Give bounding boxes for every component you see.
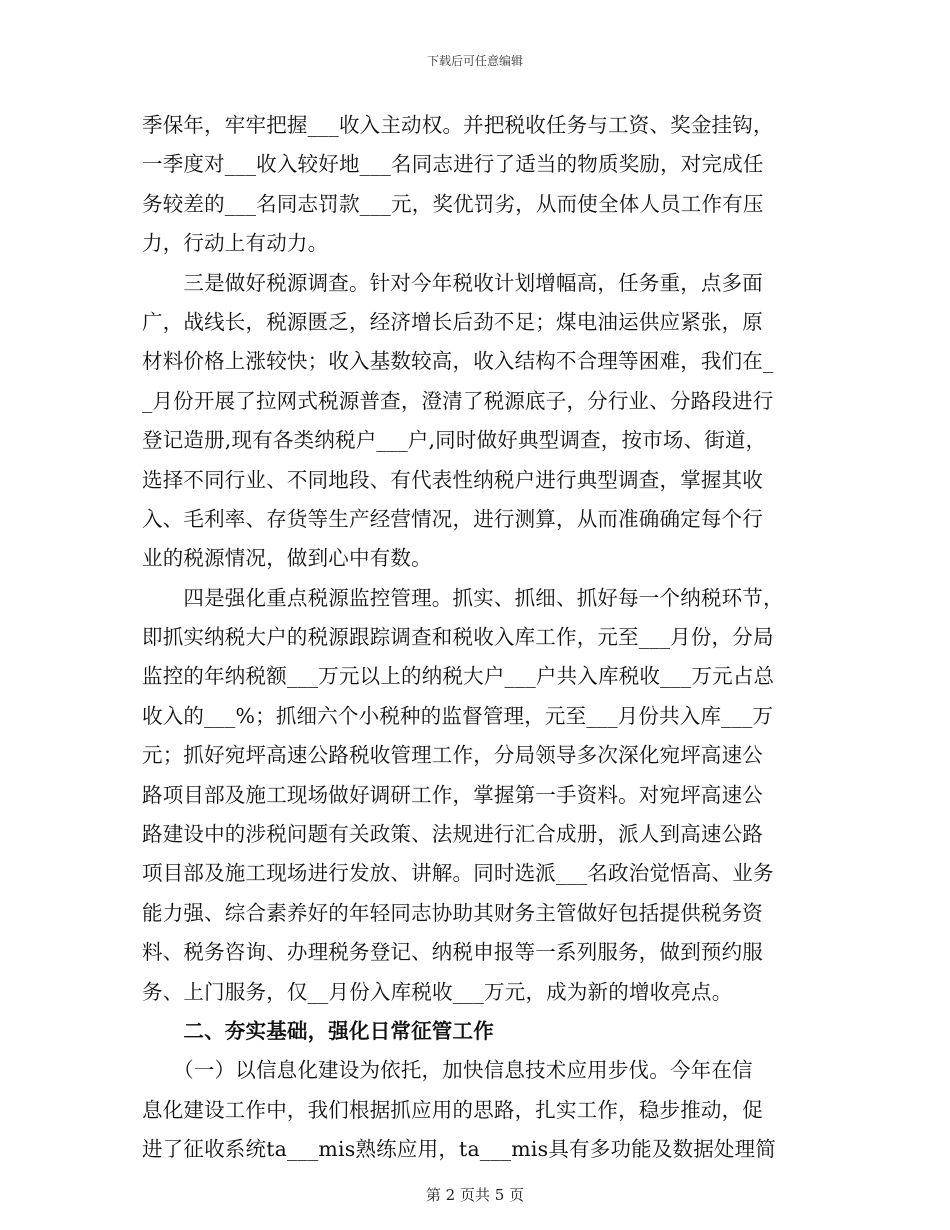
text-line: （一）以信息化建设为依托，加快信息技术应用步伐。今年在信 bbox=[142, 1058, 753, 1083]
text-line: 进了征收系统ta___mis熟练应用，ta___mis具有多功能及数据处理简 bbox=[142, 1137, 777, 1162]
text-line: 三是做好税源调查。针对今年税收计划增幅高，任务重，点多面 bbox=[142, 270, 763, 295]
paragraph-informatization bbox=[142, 1051, 808, 1169]
text-line: 业的税源情况，做到心中有数。 bbox=[142, 546, 432, 571]
section-heading bbox=[142, 1012, 808, 1051]
page-footer: 第 2 页共 5 页 bbox=[425, 1186, 525, 1204]
text-line: 务、上门服务，仅__月份入库税收___万元，成为新的增收亮点。 bbox=[142, 979, 733, 1004]
paragraph-continuation bbox=[142, 106, 808, 264]
text-line: 选择不同行业、不同地段、有代表性纳税户进行典型调查，掌握其收 bbox=[142, 467, 763, 492]
text-line: 路项目部及施工现场做好调研工作，掌握第一手资料。对宛坪高速公 bbox=[142, 782, 763, 807]
paragraph-key-source-monitoring bbox=[142, 579, 808, 1012]
text-line: 入、毛利率、存货等生产经营情况，进行测算，从而准确确定每个行 bbox=[142, 506, 763, 531]
paragraph-tax-source-survey bbox=[142, 264, 808, 579]
text-line: 即抓实纳税大户的税源跟踪调查和税收入库工作，元至___月份，分局 bbox=[142, 625, 774, 650]
text-line: 务较差的___名同志罚款___元，奖优罚劣，从而使全体人员工作有压 bbox=[142, 191, 764, 216]
text-line: 路建设中的涉税问题有关政策、法规进行汇合成册，派人到高速公路 bbox=[142, 822, 763, 847]
text-line: 四是强化重点税源监控管理。抓实、抓细、抓好每一个纳税环节， bbox=[142, 585, 784, 610]
text-line: 料、税务咨询、办理税务登记、纳税申报等一系列服务，做到预约服 bbox=[142, 940, 763, 965]
document-body bbox=[142, 106, 808, 1170]
text-line: _月份开展了拉网式税源普查，澄清了税源底子，分行业、分路段进行 bbox=[142, 388, 774, 413]
text-line: 收入的___%；抓细六个小税种的监督管理，元至___月份共入库___万 bbox=[142, 703, 774, 728]
text-line: 能力强、综合素养好的年轻同志协助其财务主管做好包括提供税务资 bbox=[142, 900, 763, 925]
page-header: 下载后可任意编辑 bbox=[426, 54, 523, 68]
text-line: 材料价格上涨较快；收入基数较高，收入结构不合理等困难，我们在_ bbox=[142, 349, 774, 374]
text-line: 项目部及施工现场进行发放、讲解。同时选派___名政治觉悟高、业务 bbox=[142, 861, 774, 886]
text-line: 息化建设工作中，我们根据抓应用的思路，扎实工作，稳步推动，促 bbox=[142, 1097, 763, 1122]
text-line: 广，战线长，税源匮乏，经济增长后劲不足；煤电油运供应紧张，原 bbox=[142, 309, 763, 334]
text-line: 元；抓好宛坪高速公路税收管理工作，分局领导多次深化宛坪高速公 bbox=[142, 743, 763, 768]
text-line: 季保年，牢牢把握___收入主动权。并把税收任务与工资、奖金挂钩， bbox=[142, 113, 774, 137]
heading-line: 二、夯实基础，强化日常征管工作 bbox=[142, 1018, 494, 1043]
text-line: 力，行动上有动力。 bbox=[142, 231, 329, 256]
text-line: 一季度对___收入较好地___名同志进行了适当的物质奖励，对完成任 bbox=[142, 152, 764, 177]
text-line: 登记造册,现有各类纳税户___户,同时做好典型调查，按市场、街道， bbox=[142, 428, 767, 453]
text-line: 监控的年纳税额___万元以上的纳税大户___户共入库税收___万元占总 bbox=[142, 664, 775, 689]
